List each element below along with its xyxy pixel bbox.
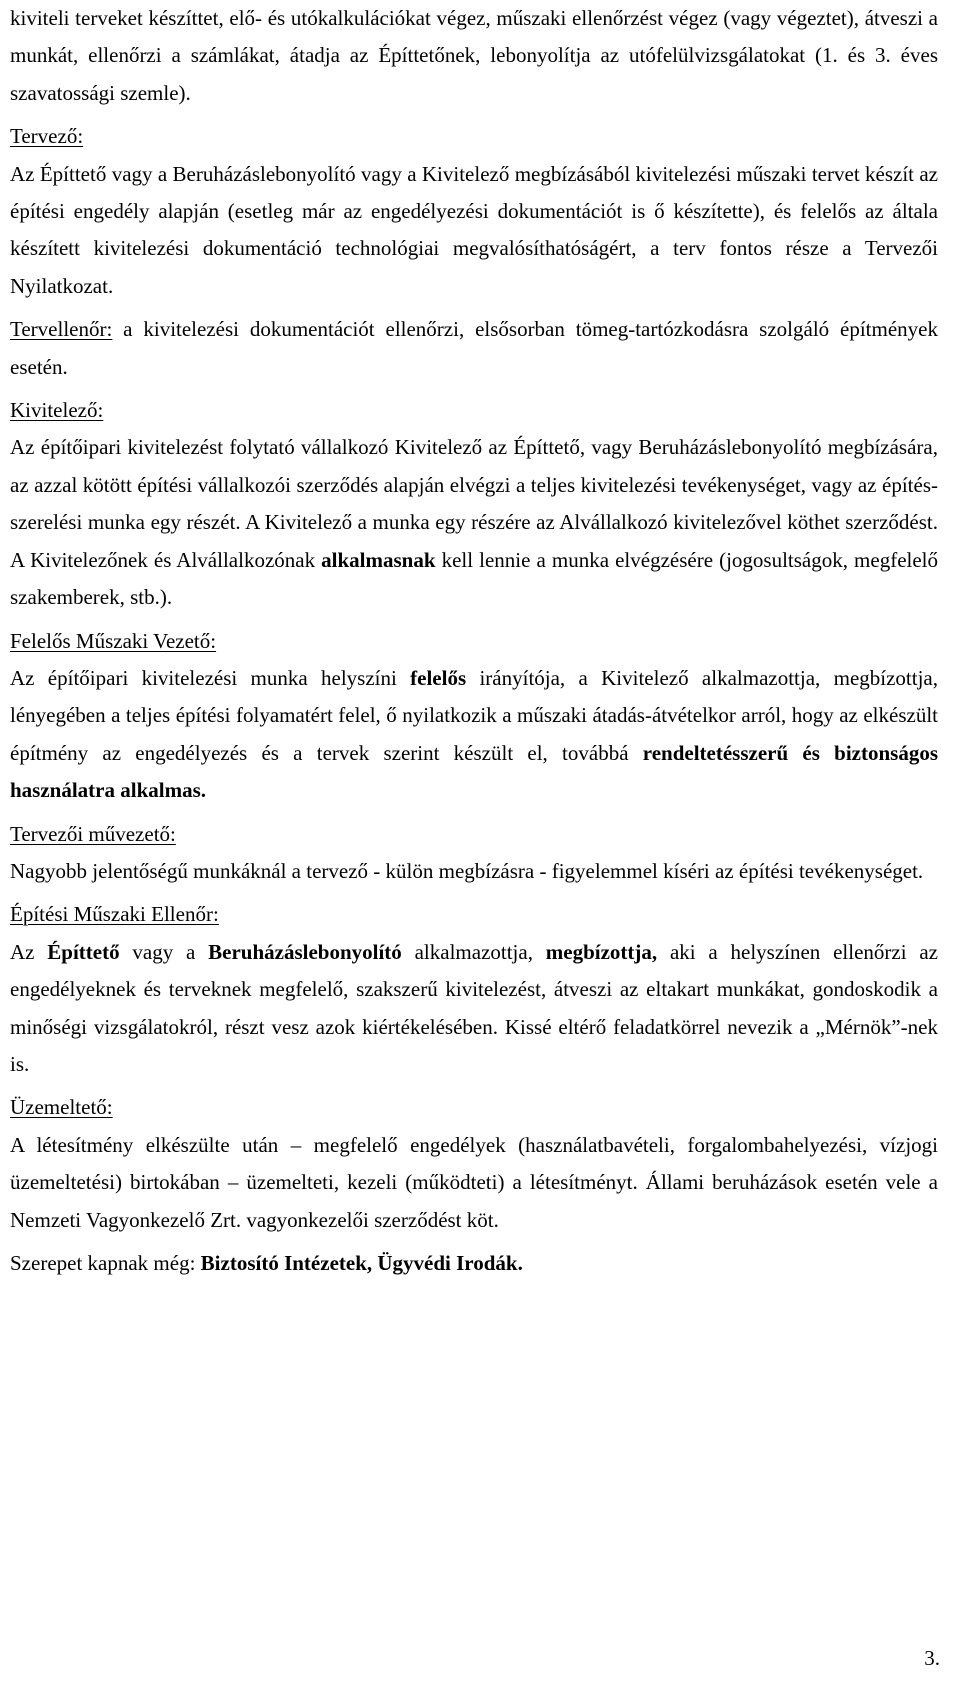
felelos-bold-1: felelős [410, 665, 467, 690]
felelos-text-1: Az építőipari kivitelezési munka helyszíni [10, 665, 411, 690]
tervellenor-paragraph [10, 311, 938, 386]
tervezo-heading-line [10, 118, 938, 155]
intro-paragraph [10, 0, 938, 112]
tervezo-paragraph [10, 156, 938, 306]
kivitelezo-heading-line [10, 392, 938, 429]
uzemelteto-paragraph [10, 1127, 938, 1239]
ellenor-paragraph [10, 934, 938, 1084]
muvezeto-paragraph [10, 853, 938, 890]
kivitelezo-heading: Kivitelező: [10, 398, 104, 423]
uzemelteto-text: A létesítmény elkészülte után – megfelelő engedélyek (használatbavételi, forgalombahelyezési, vízjogi üzemeltetési) birtokában – üzemelteti, kezeli (működteti) a létesítményt. Állami beruházások esetén vele a Nemzeti Vagyonkezelő Zrt. vagyonkezelői szerződést köt. [10, 1132, 938, 1232]
ellenor-bold-2: Beruházáslebonyolító [208, 939, 402, 964]
kivitelezo-text-1: Az építőipari kivitelezést folytató vállalkozó Kivitelező az Építtető, vagy Beruházáslebonyolító megbízására, az azzal kötött építési vállalkozói szerződés alapján elvégzi a teljes kivitelezési tevékenységet, vagy az építés-szerelési munka egy részét. A Kivitelező a munka egy részére az Alvállalkozó kivitelezővel köthet szerződést. A Kivitelezőnek és Alvállalkozónak [10, 435, 938, 572]
szerepet-paragraph [10, 1245, 938, 1282]
felelos-bold-2: rendeltetésszerű és biztonságos használatra alkalmas. [10, 740, 938, 803]
kivitelezo-text-2: kell lennie a munka elvégzésére (jogosultságok, megfelelő szakemberek, stb.). [10, 547, 939, 610]
szerepet-label: Szerepet kapnak még: [10, 1251, 201, 1275]
ellenor-bold-1: Építtető [47, 939, 120, 964]
ellenor-text-1: Az [10, 939, 48, 964]
muvezeto-text: Nagyobb jelentőségű munkáknál a tervező - külön megbízásra - figyelemmel kíséri az építési tevékenységet. [10, 858, 924, 883]
ellenor-text-2: vagy a [119, 939, 209, 964]
tervellenor-heading: Tervellenőr: [10, 317, 113, 342]
felelos-paragraph [10, 660, 938, 810]
ellenor-text-3: alkalmazottja, [401, 939, 546, 964]
muvezeto-heading-line [10, 816, 938, 853]
ellenor-bold-3: megbízottja, [545, 939, 658, 964]
tervellenor-text: a kivitelezési dokumentációt ellenőrzi, elsősorban tömeg-tartózkodásra szolgáló építmények esetén. [10, 317, 938, 379]
uzemelteto-heading: Üzemeltető: [10, 1095, 113, 1120]
document-body [10, 0, 938, 1282]
intro-text: kiviteli terveket készíttet, elő- és utókalkulációkat végez, műszaki ellenőrzést végez (vagy végeztet), átveszi a munkát, ellenőrzi a számlákat, átadja az Építtetőnek, lebonyolítja az utófelülvizsgálatokat (1. és 3. éves szavatossági szemle). [10, 6, 938, 105]
ellenor-text-4: aki a helyszínen ellenőrzi az engedélyeknek és terveknek megfelelő, szakszerű kivitelezést, átveszi az eltakart munkákat, gondoskodik a minőségi vizsgálatokról, részt vesz azok kiértékelésében. Kissé eltérő feladatkörrel nevezik a „Mérnök”-nek is. [10, 939, 938, 1076]
ellenor-heading: Építési Műszaki Ellenőr: [10, 902, 219, 927]
felelos-text-2: irányítója, a Kivitelező alkalmazottja, megbízottja, lényegében a teljes építési folyamatért felel, ő nyilatkozik a műszaki átadás-átvételkor arról, hogy az elkészült építmény az engedélyezés és a tervek szerint készült el, továbbá [10, 665, 938, 765]
uzemelteto-heading-line [10, 1089, 938, 1126]
felelos-heading: Felelős Műszaki Vezető: [10, 628, 217, 653]
felelos-heading-line [10, 623, 938, 660]
muvezeto-heading: Tervezői művezető: [10, 821, 176, 846]
ellenor-heading-line [10, 896, 938, 933]
kivitelezo-bold-1: alkalmasnak [321, 547, 436, 572]
page-number: 3. [924, 1646, 940, 1670]
tervezo-heading: Tervező: [10, 124, 84, 149]
szerepet-bold: Biztosító Intézetek, Ügyvédi Irodák. [200, 1251, 523, 1275]
tervezo-text: Az Építtető vagy a Beruházáslebonyolító vagy a Kivitelező megbízásából kivitelezési műszaki tervet készít az építési engedély alapján (esetleg már az engedélyezési dokumentációt is ő készítette), és felelős az általa készített kivitelezési dokumentáció technológiai megvalósíthatóságért, a terv fontos része a Tervezői Nyilatkozat. [10, 161, 938, 298]
kivitelezo-paragraph [10, 429, 938, 616]
